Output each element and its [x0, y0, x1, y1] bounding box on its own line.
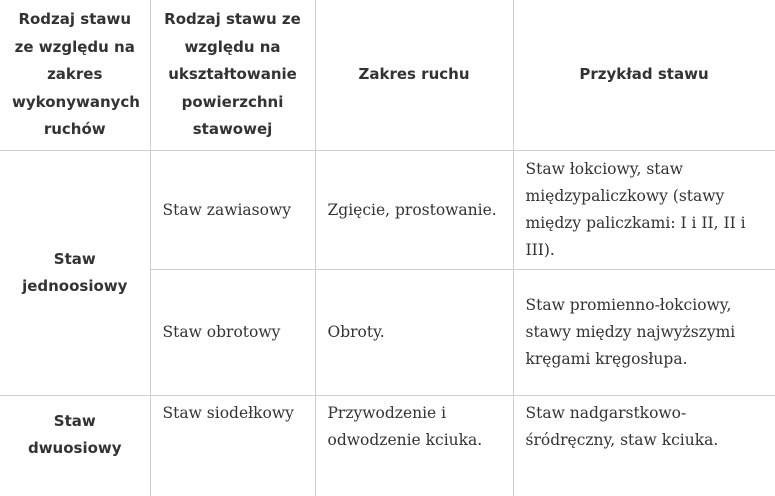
row-group-uniaxial: Staw jednoosiowy — [0, 151, 150, 396]
header-joint-example: Przykład stawu — [513, 0, 775, 151]
table-header-row — [0, 0, 775, 151]
header-movement-range: Zakres ruchu — [315, 0, 513, 151]
cell-example: Staw promienno-łokciowy, stawy między najwyższymi kręgami kręgosłupa. — [513, 270, 775, 396]
row-group-biaxial: Staw dwuosiowy — [0, 396, 150, 496]
cell-movement-range: Obroty. — [315, 270, 513, 396]
table-row — [0, 396, 775, 496]
cell-example: Staw nadgarstkowo-śródręczny, staw kciuka. — [513, 396, 775, 496]
cell-joint-type: Staw siodełkowy — [150, 396, 315, 496]
cell-example: Staw łokciowy, staw międzypaliczkowy (stawy między paliczkami: I i II, II i III). — [513, 151, 775, 270]
table-row — [0, 151, 775, 270]
header-surface-shape-type: Rodzaj stawu ze względu na ukształtowanie powierzchni stawowej — [150, 0, 315, 151]
cell-joint-type: Staw zawiasowy — [150, 151, 315, 270]
cell-movement-range: Przywodzenie i odwodzenie kciuka. — [315, 396, 513, 496]
cell-joint-type: Staw obrotowy — [150, 270, 315, 396]
header-movement-range-type: Rodzaj stawu ze względu na zakres wykonywanych ruchów — [0, 0, 150, 151]
cell-movement-range: Zgięcie, prostowanie. — [315, 151, 513, 270]
